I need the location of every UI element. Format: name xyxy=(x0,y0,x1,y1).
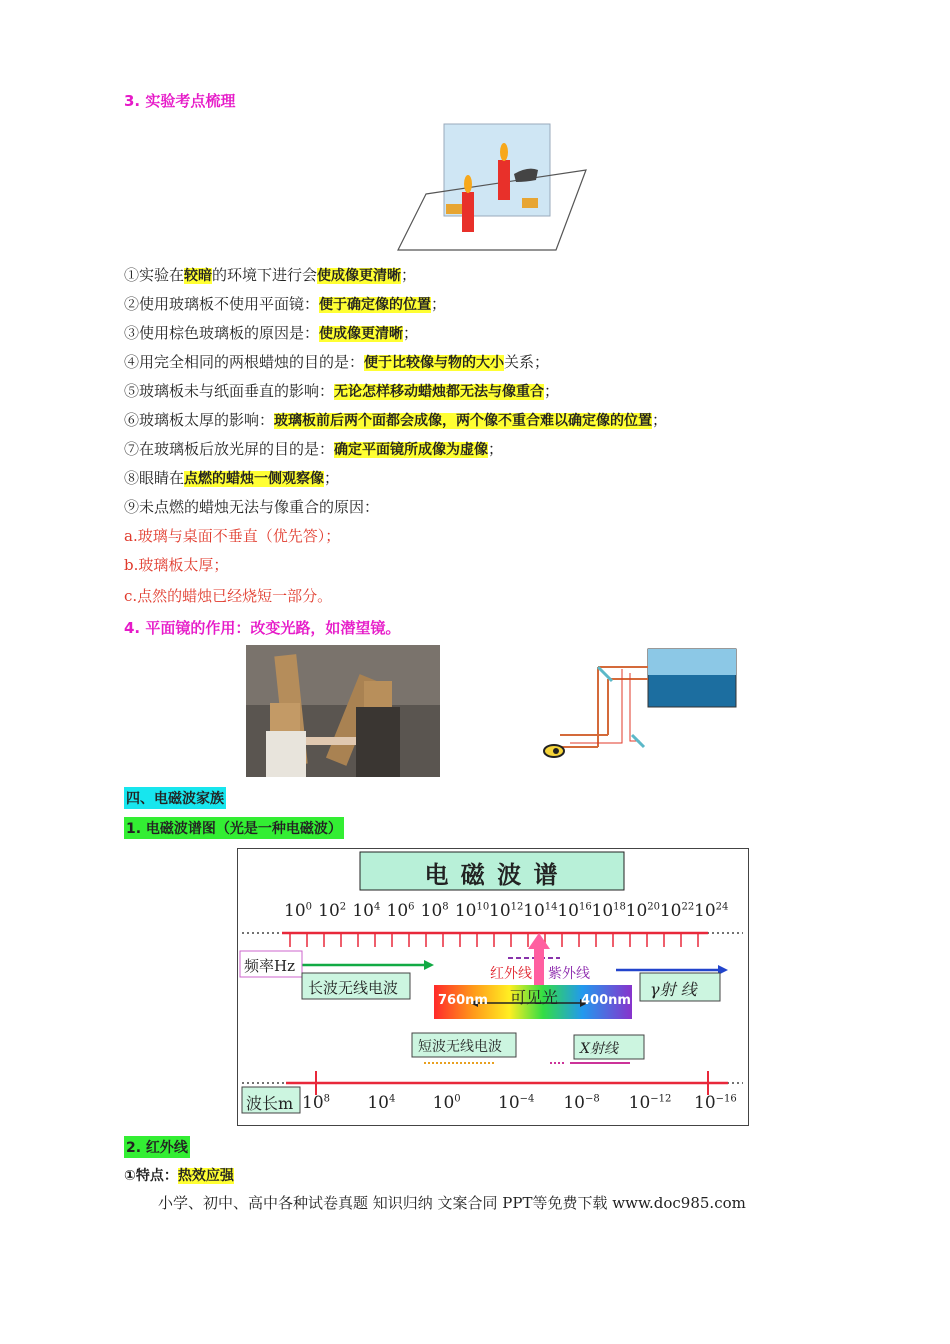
item-text: ； xyxy=(431,295,447,313)
wave-tick-label xyxy=(433,1093,461,1113)
wave-tick-base: 10 xyxy=(694,1093,716,1113)
freq-tick-label xyxy=(660,901,694,921)
freq-tick-exponent: 22 xyxy=(681,901,695,913)
nm400-label: 400nm xyxy=(581,993,631,1008)
item-text: ； xyxy=(324,469,340,487)
wave-tick-exponent: −12 xyxy=(650,1093,672,1105)
freq-tick-label xyxy=(489,901,523,921)
item-3 xyxy=(124,322,418,345)
em-family-header: 四、电磁波家族 xyxy=(124,787,226,809)
wave-tick-base: 10 xyxy=(432,1093,455,1113)
freq-tick-exponent: 8 xyxy=(442,901,449,913)
item-9 xyxy=(124,496,379,518)
item-highlight: 使成像更清晰 xyxy=(319,326,404,342)
wave-tick-exponent: −8 xyxy=(584,1093,600,1105)
wave-tick-label xyxy=(498,1093,534,1113)
freq-tick-exponent: 2 xyxy=(339,901,347,913)
candle-experiment-image xyxy=(396,122,588,254)
wave-tick-label xyxy=(302,1093,330,1113)
freq-tick-label xyxy=(421,901,449,921)
item-text: ⑤玻璃板未与纸面垂直的影响： xyxy=(124,382,335,400)
item-text: 关系； xyxy=(504,353,550,371)
freq-tick-base: 10 xyxy=(489,901,511,921)
item-text: ； xyxy=(544,382,560,400)
freq-tick-label xyxy=(626,901,660,921)
item-text: ⑧眼睛在 xyxy=(124,469,185,487)
wave-tick-label xyxy=(629,1093,672,1113)
freq-tick-base: 10 xyxy=(454,901,477,921)
freq-tick-label xyxy=(557,901,591,921)
wave-tick-base: 10 xyxy=(367,1093,389,1113)
freq-tick-base: 10 xyxy=(420,901,443,921)
freq-tick-label xyxy=(694,901,728,921)
freq-tick-label xyxy=(318,901,346,921)
nm760-label: 760nm xyxy=(438,993,488,1008)
visible-light-label: 可见光 xyxy=(510,988,559,1007)
periscope-diagram xyxy=(540,647,740,777)
frequency-label: 频率Hz xyxy=(244,957,295,975)
item-text: ②使用玻璃板不使用平面镜： xyxy=(124,295,320,313)
infrared-label: 红外线 xyxy=(490,966,532,982)
item-text: ①实验在 xyxy=(124,266,185,284)
item-6 xyxy=(124,409,667,432)
freq-tick-label xyxy=(455,901,489,921)
item-highlight: 玻璃板前后两个面都会成像，两个像不重合难以确定像的位置 xyxy=(274,413,653,429)
freq-tick-exponent: 12 xyxy=(510,901,524,913)
wave-tick-base: 10 xyxy=(302,1093,324,1113)
infrared-subheader: 2. 红外线 xyxy=(124,1136,190,1158)
feature-highlight: 热效应强 xyxy=(177,1168,234,1184)
wave-tick-exponent: −4 xyxy=(519,1093,535,1105)
item-highlight: 使成像更清晰 xyxy=(317,268,402,284)
item-highlight: 确定平面镜所成像为虚像 xyxy=(334,442,489,458)
item-text: ⑨未点燃的蜡烛无法与像重合的原因： xyxy=(124,498,380,516)
item-7 xyxy=(124,438,503,461)
freq-tick-exponent: 14 xyxy=(544,901,558,913)
reason-b: b.玻璃板太厚； xyxy=(124,556,229,574)
wave-tick-base: 10 xyxy=(563,1093,585,1113)
section-3-title: 3. 实验考点梳理 xyxy=(124,92,236,110)
freq-tick-exponent: 18 xyxy=(613,901,626,913)
freq-tick-base: 10 xyxy=(557,901,579,921)
long-radio-label: 长波无线电波 xyxy=(308,979,399,997)
section-4-title: 4. 平面镜的作用：改变光路，如潜望镜。 xyxy=(124,619,401,637)
item-highlight: 便于确定像的位置 xyxy=(319,297,432,313)
reason-a: a.玻璃与桌面不垂直（优先答）； xyxy=(124,527,341,545)
reason-c: c.点然的蜡烛已经烧短一部分。 xyxy=(124,587,333,605)
item-2 xyxy=(124,293,446,316)
freq-tick-label xyxy=(523,901,557,921)
ultraviolet-label: 紫外线 xyxy=(548,966,590,982)
freq-tick-exponent: 10 xyxy=(476,901,490,913)
freq-tick-base: 10 xyxy=(659,901,682,921)
freq-tick-exponent: 16 xyxy=(578,901,592,913)
item-text: ③使用棕色玻璃板的原因是： xyxy=(124,324,320,342)
wave-tick-exponent: 8 xyxy=(323,1093,331,1105)
item-highlight: 点燃的蜡烛一侧观察像 xyxy=(184,471,325,487)
freq-tick-label xyxy=(284,901,312,921)
spectrum-title: 电 磁 波 谱 xyxy=(424,861,560,889)
em-spectrum-diagram xyxy=(237,848,749,1126)
em-spectrum-subheader: 1. 电磁波谱图（光是一种电磁波） xyxy=(124,817,344,839)
item-highlight: 较暗 xyxy=(184,268,213,284)
freq-tick-exponent: 0 xyxy=(305,901,313,913)
item-text: ； xyxy=(652,411,668,429)
freq-tick-exponent: 24 xyxy=(715,901,729,913)
periscope-photo xyxy=(246,645,440,777)
infrared-feature xyxy=(124,1165,234,1185)
wave-tick-exponent: 0 xyxy=(454,1093,461,1105)
freq-tick-label xyxy=(387,901,415,921)
item-4 xyxy=(124,351,549,374)
item-text: ⑥玻璃板太厚的影响： xyxy=(124,411,275,429)
item-5 xyxy=(124,380,559,403)
item-text: 的环境下进行会 xyxy=(212,266,318,284)
freq-tick-exponent: 6 xyxy=(408,901,415,913)
item-text: ④用完全相同的两根蜡烛的目的是： xyxy=(124,353,365,371)
item-8 xyxy=(124,467,339,490)
wave-tick-base: 10 xyxy=(628,1093,651,1113)
item-highlight: 无论怎样移动蜡烛都无法与像重合 xyxy=(334,384,545,400)
freq-tick-label xyxy=(352,901,380,921)
freq-tick-base: 10 xyxy=(386,901,409,921)
gamma-ray-label: γ射 线 xyxy=(650,980,697,999)
item-1 xyxy=(124,264,416,287)
freq-tick-label xyxy=(592,901,626,921)
wave-tick-exponent: −16 xyxy=(715,1093,737,1105)
wave-tick-label xyxy=(694,1093,737,1113)
footer-text: 小学、初中、高中各种试卷真题 知识归纳 文案合同 PPT等免费下载 www.doc985.com xyxy=(158,1194,746,1212)
freq-tick-exponent: 20 xyxy=(647,901,661,913)
freq-tick-base: 10 xyxy=(352,901,374,921)
freq-tick-base: 10 xyxy=(694,901,716,921)
item-text: ⑦在玻璃板后放光屏的目的是： xyxy=(124,440,335,458)
x-ray-label: X射线 xyxy=(580,1041,618,1057)
freq-tick-exponent: 4 xyxy=(373,901,381,913)
wavelength-label: 波长m xyxy=(246,1094,294,1113)
wave-tick-exponent: 4 xyxy=(388,1093,396,1105)
freq-tick-base: 10 xyxy=(318,901,340,921)
wave-tick-label xyxy=(563,1093,599,1113)
wave-tick-label xyxy=(367,1093,395,1113)
freq-tick-base: 10 xyxy=(523,901,545,921)
freq-tick-base: 10 xyxy=(591,901,614,921)
freq-tick-base: 10 xyxy=(625,901,648,921)
item-highlight: 便于比较像与物的大小 xyxy=(364,355,505,371)
wave-tick-base: 10 xyxy=(498,1093,520,1113)
item-text: ； xyxy=(401,266,417,284)
freq-tick-base: 10 xyxy=(284,901,306,921)
short-radio-label: 短波无线电波 xyxy=(418,1039,502,1055)
item-text: ； xyxy=(488,440,504,458)
feature-prefix: ①特点： xyxy=(124,1168,178,1184)
item-text: ； xyxy=(403,324,419,342)
